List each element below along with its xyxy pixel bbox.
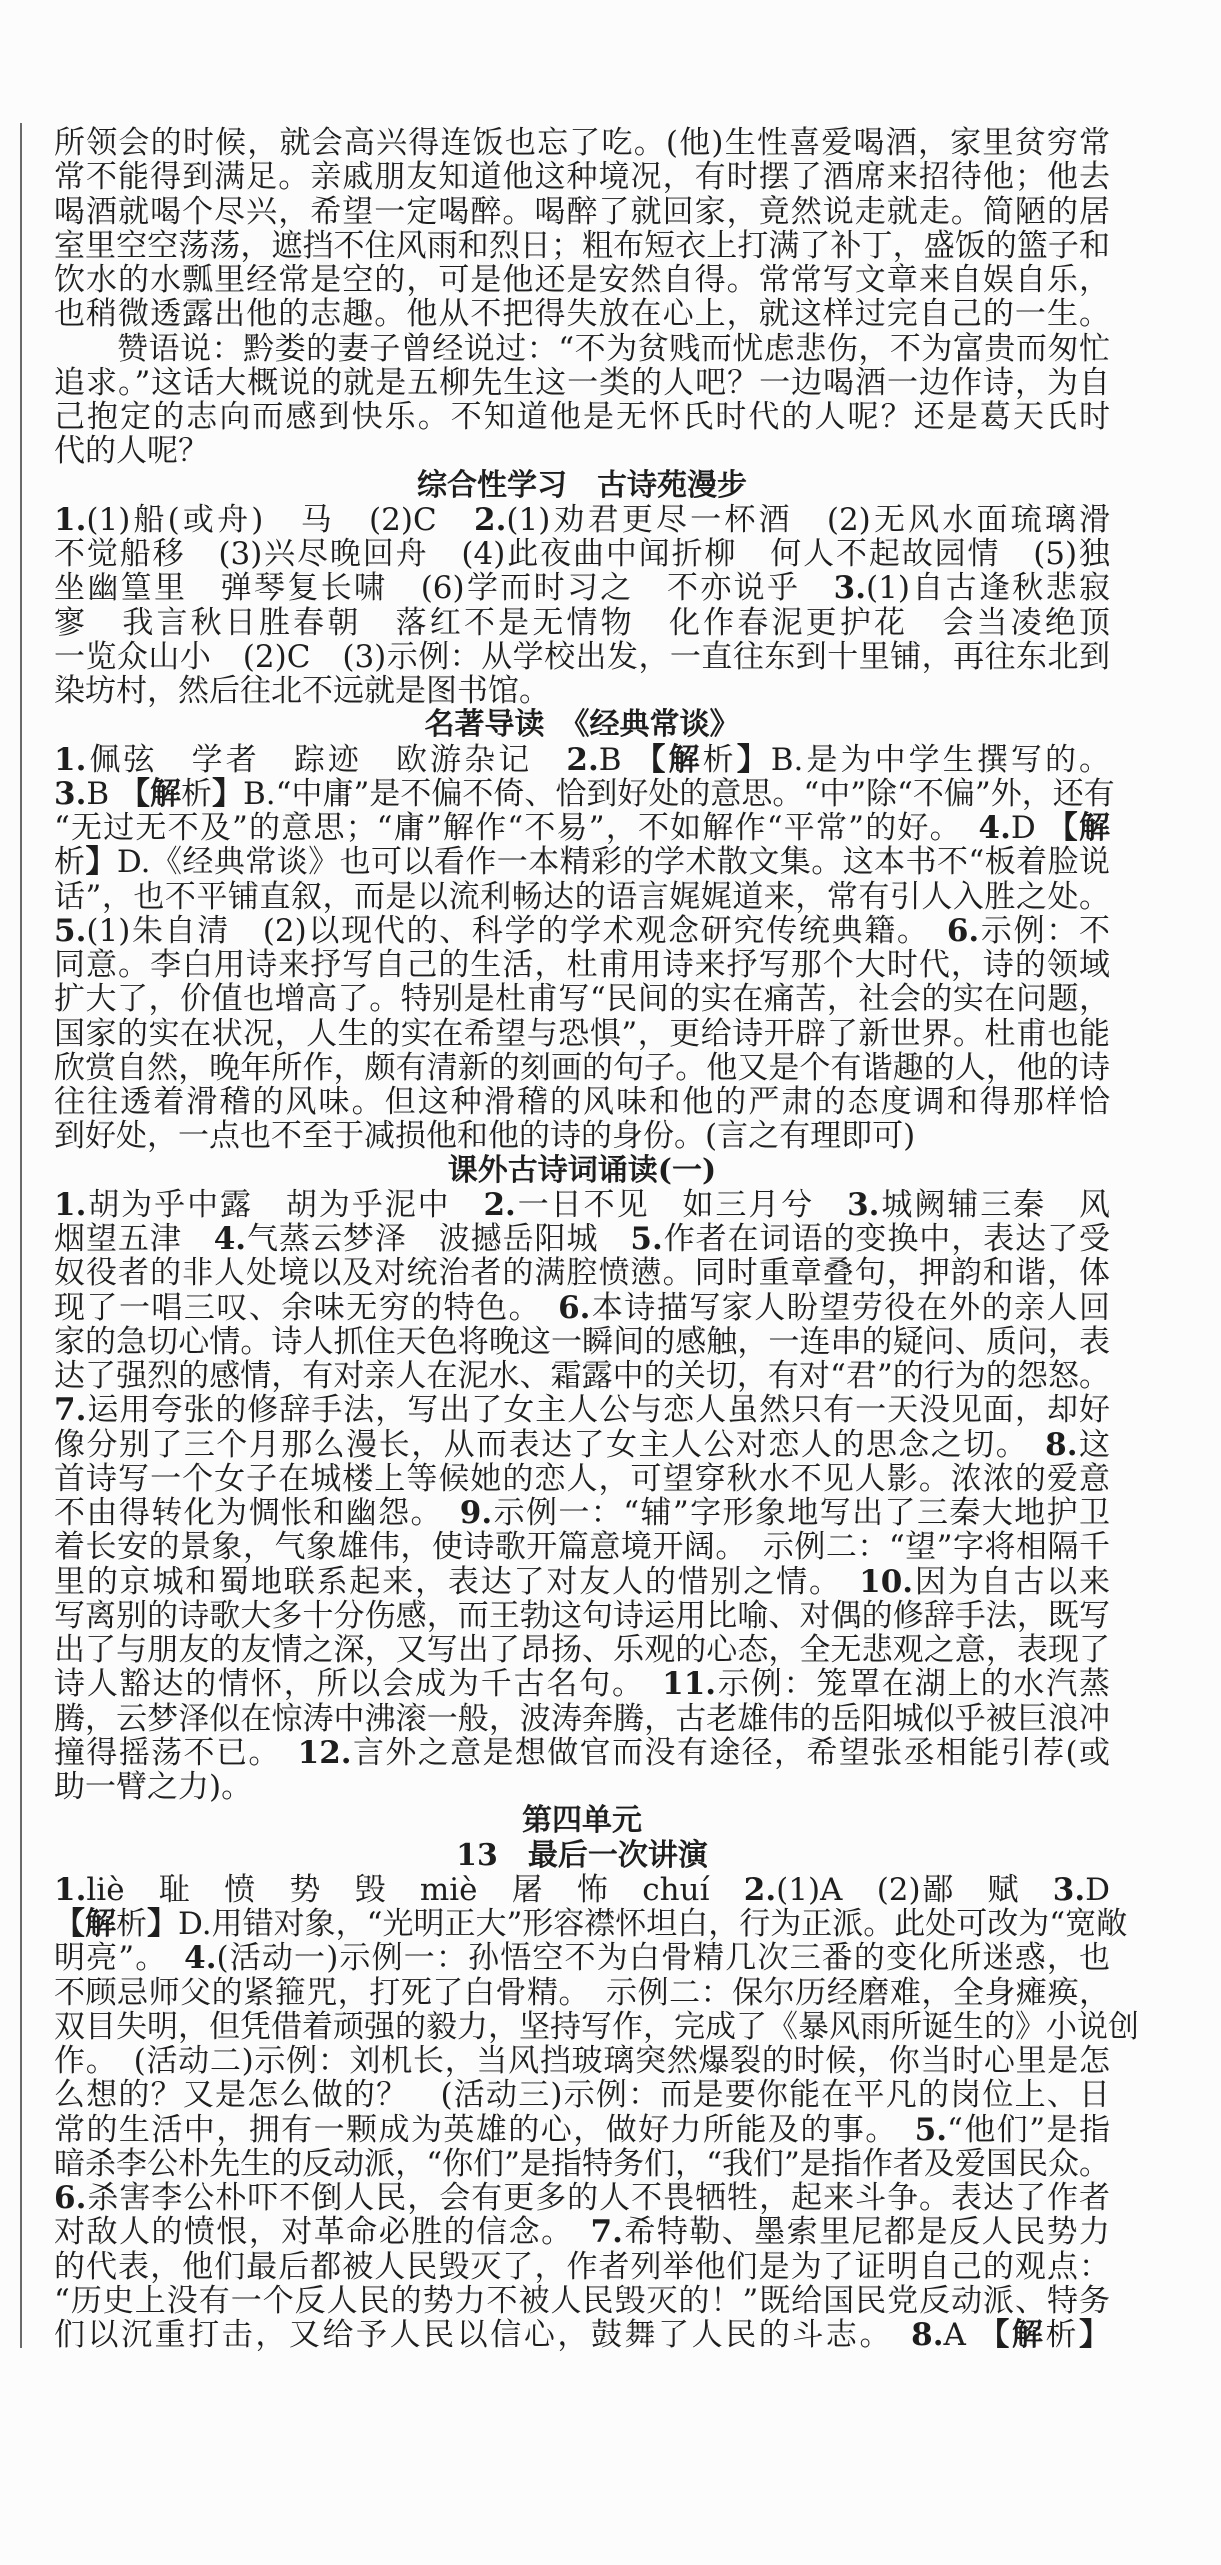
text-line: 1.liè 耻 愤 势 毁 miè 屠 怖 chuí 2.(1)A (2)鄙 赋 3.D xyxy=(54,1871,1110,1908)
text-line: 首诗写一个女子在城楼上等候她的恋人，可望穿秋水不见人影。浓浓的爱意 xyxy=(54,1460,1110,1497)
text-line: 染坊村，然后往北不远就是图书馆。 xyxy=(54,673,550,709)
text-line: 烟望五津 4.气蒸云梦泽 波撼岳阳城 5.作者在词语的变换中，表达了受 xyxy=(54,1221,1111,1257)
answer-section xyxy=(54,469,1110,709)
section-heading: 名著导读 《经典常谈》 xyxy=(424,707,740,743)
section-heading: 综合性学习 古诗苑漫步 xyxy=(417,467,747,503)
text-line: 家的急切心情。诗人抓住天色将晚这一瞬间的感触，一连串的疑问、质问，表 xyxy=(54,1323,1110,1360)
text-line: 常不能得到满足。亲戚朋友知道他这种境况，有时摆了酒席来招待他；他去 xyxy=(54,159,1110,196)
lesson-heading: 13 最后一次讲演 xyxy=(456,1837,708,1873)
text-line: 的代表，他们最后都被人民毁灭了，作者列举他们是为了证明自己的观点： xyxy=(54,2248,1110,2285)
text-line: 对敌人的愤恨，对革命必胜的信念。 7.希特勒、墨索里尼都是反人民势力 xyxy=(54,2214,1111,2251)
text-line: 坐幽篁里 弹琴复长啸 (6)学而时习之 不亦说乎 3.(1)自古逢秋悲寂 xyxy=(54,570,1110,607)
text-line: 出了与朋友的友情之深，又写出了昂扬、乐观的心态，全无悲观之意，表现了 xyxy=(54,1632,1110,1668)
text-line: 话”，也不平铺直叙，而是以流利畅达的语言娓娓道来，常有引人入胜之处。 xyxy=(54,878,1110,915)
text-line: 1.佩弦 学者 踪迹 欧游杂记 2.B 【解析】B.是为中学生撰写的。 xyxy=(54,741,1111,778)
answer-paragraph xyxy=(54,1871,1139,2182)
text-line: 7.运用夸张的修辞手法，写出了女主人公与恋人虽然只有一天没见面，却好 xyxy=(54,1392,1110,1429)
text-line: 明亮”。 4.(活动一)示例一：孙悟空不为白骨精几次三番的变化所迷惑，也 xyxy=(54,1940,1110,1977)
answer-paragraph xyxy=(54,914,1110,1154)
text-line: 追求。”这话大概说的就是五柳先生这一类的人吧？一边喝酒一边作诗，为自 xyxy=(54,364,1110,401)
text-line: 国家的实在状况，人生的实在希望与恐惧”，更给诗开辟了新世界。杜甫也能 xyxy=(54,1015,1110,1052)
answer-section xyxy=(54,1154,1110,1805)
text-line: 到好处，一点也不至于减损他和他的诗的身份。(言之有理即可) xyxy=(54,1118,916,1155)
answer-paragraph xyxy=(54,1188,1110,1394)
text-line: 作。 (活动二)示例：刘机长，当风挡玻璃突然爆裂的时候，你当时心里是怎 xyxy=(54,2043,1110,2079)
text-line: 们以沉重打击，又给予人民以信心，鼓舞了人民的斗志。 8.A 【解析】 xyxy=(54,2317,1110,2353)
answer-paragraph xyxy=(54,332,1110,469)
answer-paragraph xyxy=(54,126,1110,332)
text-line: “历史上没有一个反人民的势力不被人民毁灭的！”既给国民党反动派、特务 xyxy=(54,2282,1110,2319)
answer-page xyxy=(54,125,1139,2353)
answer-paragraph xyxy=(54,2181,1110,2352)
text-line: 3.B 【解析】B.“中庸”是不偏不倚、恰到好处的意思。“中”除“不偏”外，还有 xyxy=(54,775,1115,812)
text-line: 欣赏自然，晚年所作，颇有清新的刻画的句子。他又是个有谐趣的人，他的诗 xyxy=(54,1049,1110,1086)
text-line: 不觉船移 (3)兴尽晚回舟 (4)此夜曲中闻折柳 何人不起故园情 (5)独 xyxy=(54,536,1110,572)
text-line: 撞得摇荡不已。 12.言外之意是想做官而没有途径，希望张丞相能引荐(或 xyxy=(54,1734,1111,1771)
text-line: 喝酒就喝个尽兴，希望一定喝醉。喝醉了就回家，竟然说走就走。简陋的居 xyxy=(54,193,1110,230)
text-line: 1.胡为乎中露 胡为乎泥中 2.一日不见 如三月兮 3.城阙辅三秦 风 xyxy=(54,1186,1111,1223)
text-line: 不由得转化为惆怅和幽怨。 9.示例一：“辅”字形象地写出了三秦大地护卫 xyxy=(54,1495,1111,1531)
text-line: 诗人豁达的情怀，所以会成为千古名句。 11.示例：笼罩在湖上的水汽蒸 xyxy=(54,1666,1111,1703)
text-line: 代的人呢？ xyxy=(54,433,209,470)
text-line: 不顾忌师父的紧箍咒，打死了白骨精。 示例二：保尔历经磨难，全身瘫痪， xyxy=(54,1974,1110,2011)
text-line: 所领会的时候，就会高兴得连饭也忘了吃。(他)生性喜爱喝酒，家里贫穷常 xyxy=(54,125,1110,161)
answer-section xyxy=(54,707,1115,1155)
text-line: “无过无不及”的意思；“庸”解作“不易”，不如解作“平常”的好。 4.D 【解 xyxy=(54,810,1110,846)
section-heading: 第四单元 xyxy=(522,1803,642,1839)
answer-paragraph xyxy=(54,743,1110,777)
text-line: 助一臂之力)。 xyxy=(54,1769,253,1805)
answer-paragraph xyxy=(54,503,1110,709)
text-line: 1.(1)船(或舟) 马 (2)C 2.(1)劝君更尽一杯酒 (2)无风水面琉璃滑 xyxy=(54,501,1110,538)
text-line: 同意。李白用诗来抒写自己的生活，杜甫用诗来抒写那个大时代，诗的领域 xyxy=(54,947,1110,983)
text-line: 现了一唱三叹、余味无穷的特色。 6.本诗描写家人盼望劳役在外的亲人回 xyxy=(54,1289,1110,1326)
answer-paragraph xyxy=(54,1393,1110,1804)
answer-section xyxy=(54,126,1110,469)
text-line: 写离别的诗歌大多十分伤感，而王勃这句诗运用比喻、对偶的修辞手法，既写 xyxy=(54,1597,1110,1634)
text-line: 往往透着滑稽的风味。但这种滑稽的风味和他的严肃的态度调和得那样恰 xyxy=(54,1084,1110,1120)
margin-rule xyxy=(20,123,22,2348)
text-line: 像分别了三个月那么漫长，从而表达了女主人公对恋人的思念之切。 8.这 xyxy=(54,1426,1111,1463)
text-line: 达了强烈的感情，有对亲人在泥水、霜露中的关切，有对“君”的行为的怨怒。 xyxy=(54,1358,1110,1394)
text-line: 扩大了，价值也增高了。特别是杜甫写“民间的实在痛苦，社会的实在问题， xyxy=(54,981,1110,1018)
text-line: 也稍微透露出他的志趣。他从不把得失放在心上，就这样过完自己的一生。 xyxy=(54,296,1110,333)
text-line: 析】D.《经典常谈》也可以看作一本精彩的学术散文集。这本书不“板着脸说 xyxy=(54,844,1111,881)
answer-paragraph xyxy=(54,775,1115,915)
text-line: 寥 我言秋日胜春朝 落红不是无情物 化作春泥更护花 会当凌绝顶 xyxy=(54,604,1110,641)
text-line: 6.杀害李公朴吓不倒人民，会有更多的人不畏牺牲，起来斗争。表达了作者 xyxy=(54,2180,1110,2216)
text-line: 双目失明，但凭借着顽强的毅力，坚持写作，完成了《暴风雨所诞生的》小说创 xyxy=(54,2008,1139,2045)
text-line: 室里空空荡荡，遮挡不住风雨和烈日；粗布短衣上打满了补丁，盛饭的篮子和 xyxy=(54,227,1110,264)
section-heading: 课外古诗词诵读(一) xyxy=(447,1152,717,1188)
text-line: 么想的？又是怎么做的？ (活动三)示例：而是要你能在平凡的岗位上、日 xyxy=(54,2077,1110,2114)
text-line: 5.(1)朱自清 (2)以现代的、科学的学术观念研究传统典籍。 6.示例：不 xyxy=(54,912,1110,949)
text-line: 【解析】D.用错对象，“光明正大”形容襟怀坦白，行为正派。此处可改为“宽敞 xyxy=(54,1906,1128,1942)
text-line: 己抱定的志向而感到快乐。不知道他是无怀氏时代的人呢？还是葛天氏时 xyxy=(54,399,1110,435)
text-line: 一览众山小 (2)C (3)示例：从学校出发，一直往东到十里铺，再往东北到 xyxy=(54,638,1110,675)
text-line: 赞语说：黔娄的妻子曾经说过：“不为贫贱而忧虑悲伤，不为富贵而匆忙 xyxy=(54,330,1110,367)
text-line: 常的生活中，拥有一颗成为英雄的心，做好力所能及的事。 5.“他们”是指 xyxy=(54,2111,1110,2148)
text-line: 着长安的景象，气象雄伟，使诗歌开篇意境开阔。 示例二：“望”字将相隔千 xyxy=(54,1529,1110,1566)
text-line: 饮水的水瓢里经常是空的，可是他还是安然自得。常常写文章来自娱自乐， xyxy=(54,262,1110,298)
answer-section xyxy=(54,1803,1139,2353)
text-line: 奴役者的非人处境以及对统治者的满腔愤懑。同时重章叠句，押韵和谐，体 xyxy=(54,1255,1110,1292)
text-line: 里的京城和蜀地联系起来，表达了对友人的惜别之情。 10.因为自古以来 xyxy=(54,1563,1111,1600)
text-line: 腾，云梦泽似在惊涛中沸滚一般，波涛奔腾，古老雄伟的岳阳城似乎被巨浪冲 xyxy=(54,1700,1110,1737)
text-line: 暗杀李公朴先生的反动派，“你们”是指特务们，“我们”是指作者及爱国民众。 xyxy=(54,2145,1110,2182)
